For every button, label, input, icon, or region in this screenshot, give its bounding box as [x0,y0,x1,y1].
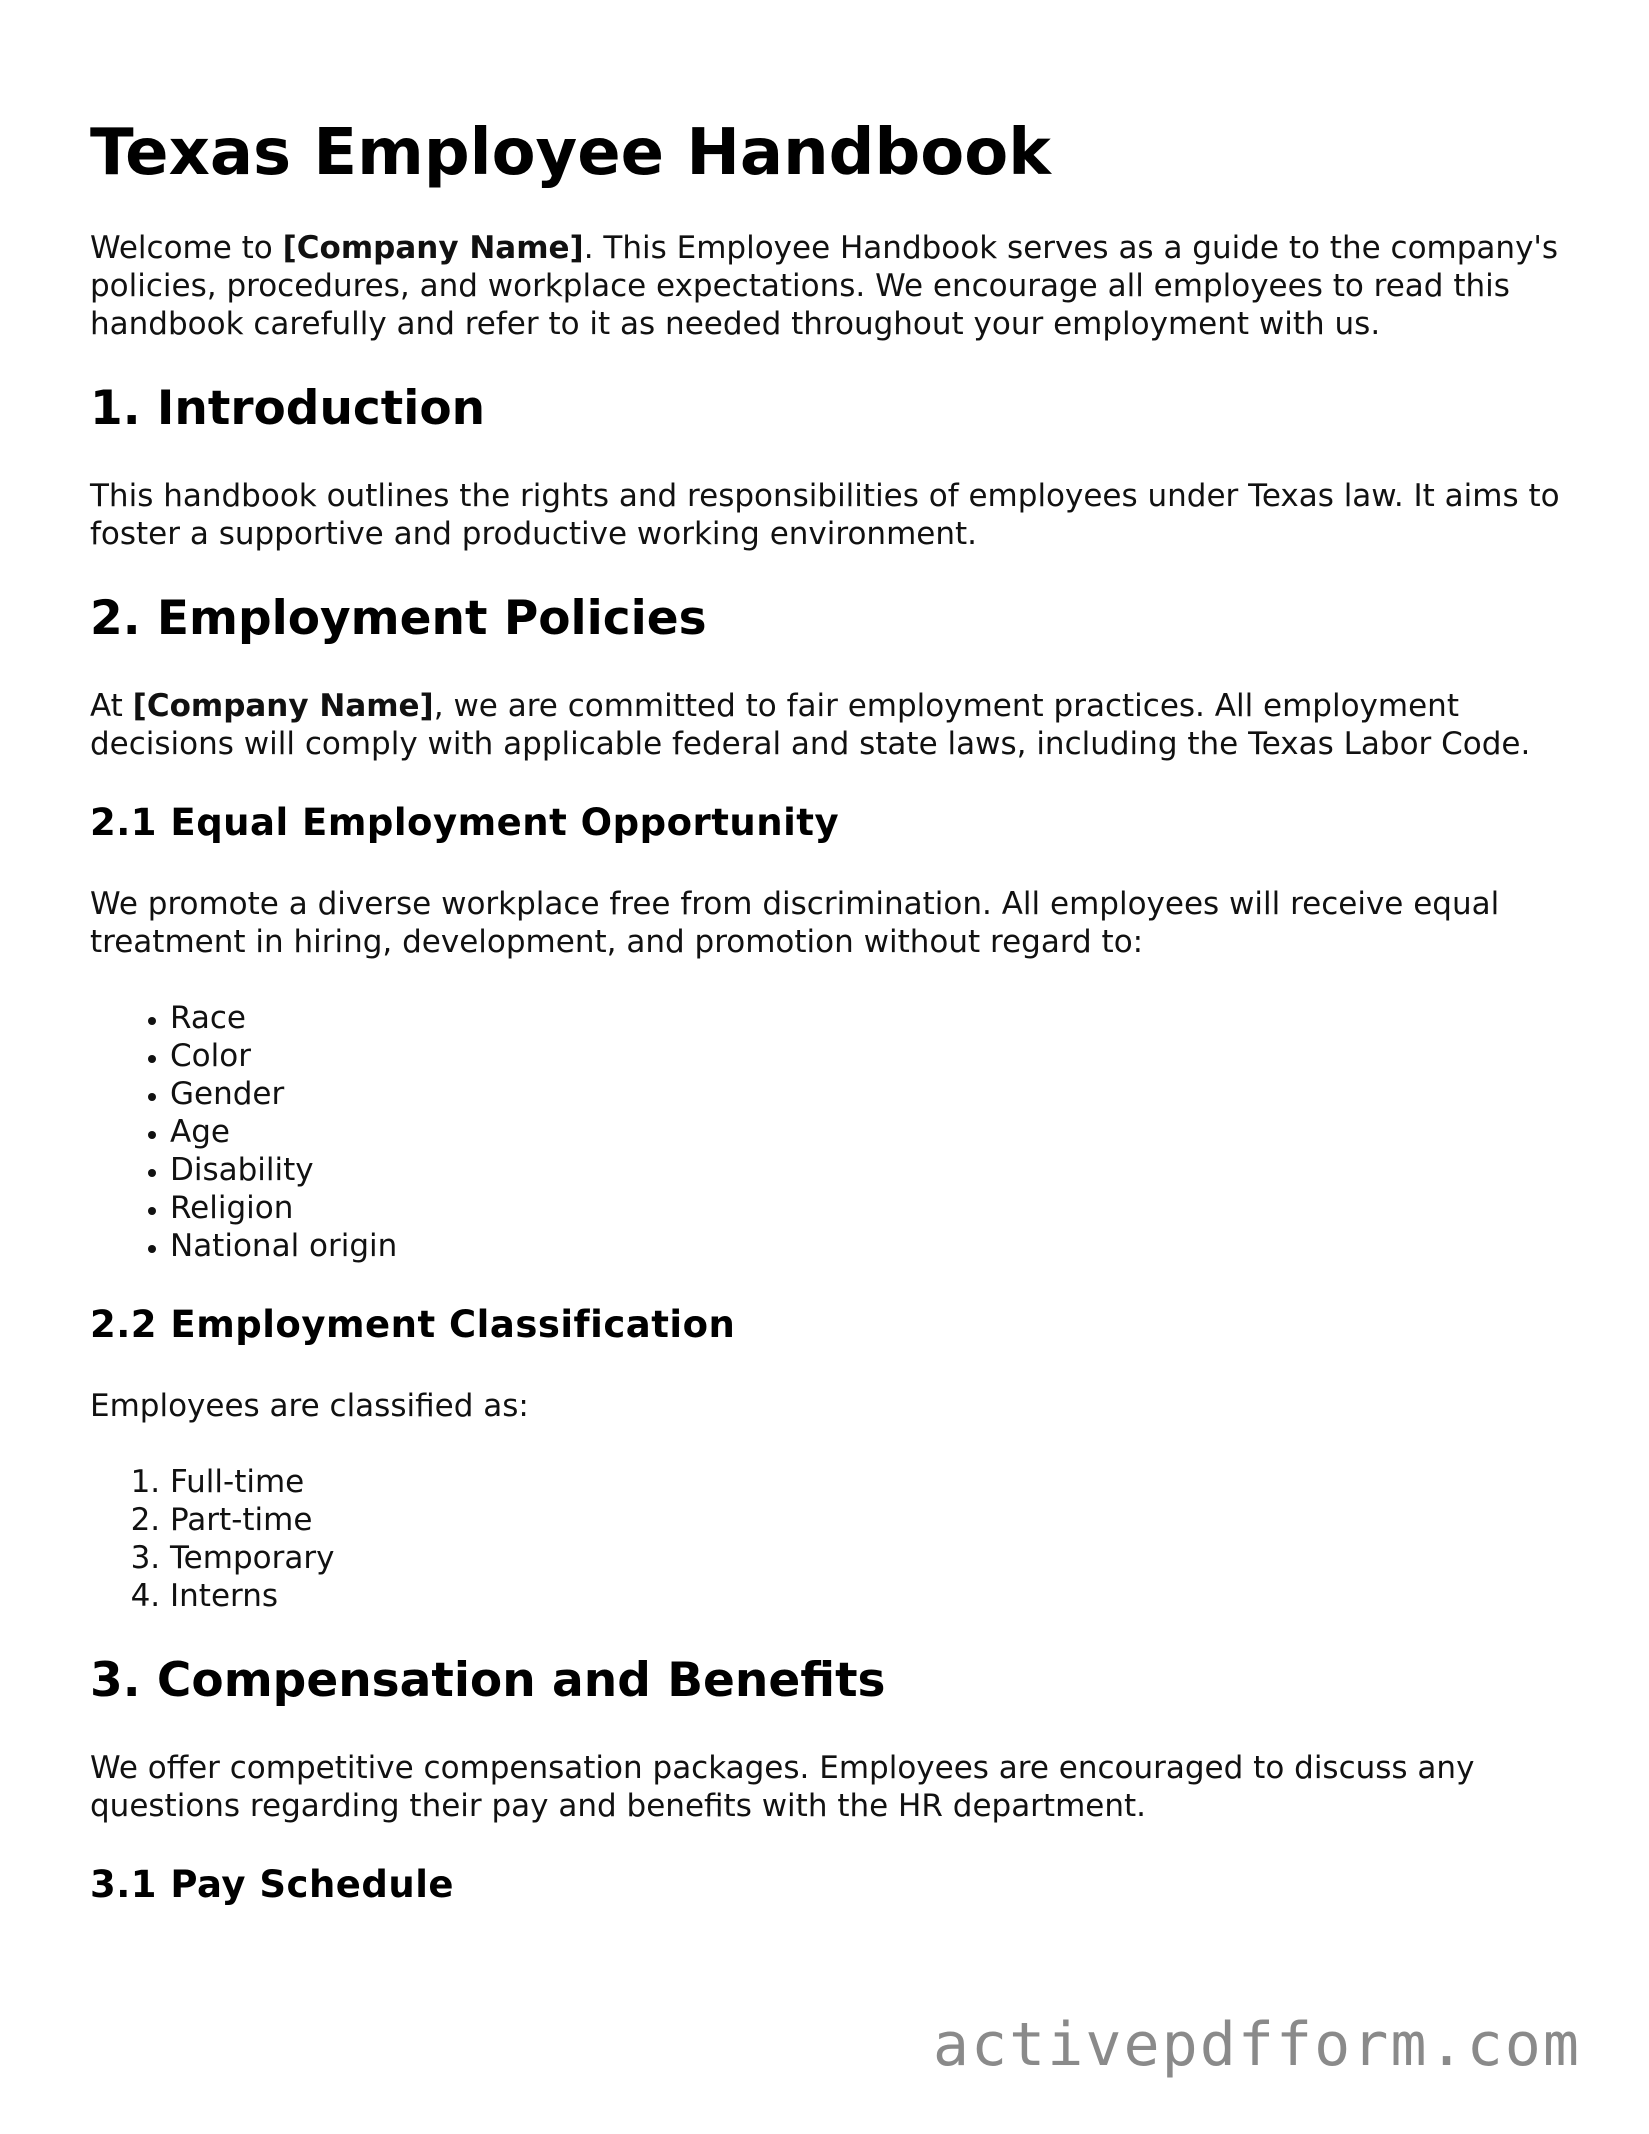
list-item: • Religion [170,1189,1560,1227]
document-title: Texas Employee Handbook [90,116,1051,190]
subsection-heading-pay-schedule: 3.1 Pay Schedule [90,1863,454,1906]
welcome-paragraph [90,229,1560,343]
welcome-suffix: . This Employee Handbook serves as a guide to the company's policies, procedures, and workplace expectations. We encourage all employees to read this handbook carefully and refer to it as needed throughout your employment with us. [90,230,1559,342]
list-item: • Race [170,999,1560,1037]
protected-categories-list [90,999,1560,1265]
compensation-paragraph: We offer competitive compensation packages. Employees are encouraged to discuss any questions regarding their pay and benefits with the HR department. [90,1750,1475,1824]
subsection-heading-classification: 2.2 Employment Classification [90,1303,736,1346]
employment-policies-prefix: At [90,688,133,724]
eeo-paragraph: We promote a diverse workplace free from discrimination. All employees will receive equal treatment in hiring, development, and promotion without regard to: [90,886,1500,960]
list-item: 3. Temporary [170,1539,1560,1577]
introduction-paragraph: This handbook outlines the rights and responsibilities of employees under Texas law. It aims to foster a supportive and productive working environment. [90,478,1560,552]
list-item: • National origin [170,1227,1560,1265]
company-name-placeholder: [Company Name] [132,688,434,724]
list-item: 1. Full-time [170,1463,1560,1501]
employment-policies-suffix: , we are committed to fair employment practices. All employment decisions will comply with applicable federal and state laws, including the Texas Labor Code. [90,688,1531,762]
list-item: • Disability [170,1151,1560,1189]
classification-paragraph: Employees are classified as: [90,1388,529,1424]
subsection-heading-eeo: 2.1 Equal Employment Opportunity [90,801,840,844]
list-item: • Gender [170,1075,1560,1113]
section-heading-employment-policies: 2. Employment Policies [90,591,707,646]
classification-list [90,1463,1560,1615]
watermark: activepdfform.com [932,2010,1581,2080]
list-item: • Age [170,1113,1560,1151]
section-heading-introduction: 1. Introduction [90,381,486,436]
company-name-placeholder: [Company Name] [282,230,584,266]
list-item: 2. Part-time [170,1501,1560,1539]
section-heading-compensation: 3. Compensation and Benefits [90,1653,886,1708]
handbook-page [90,115,1560,1947]
list-item: • Color [170,1037,1560,1075]
employment-policies-paragraph [90,687,1560,763]
list-item: 4. Interns [170,1577,1560,1615]
welcome-prefix: Welcome to [90,230,283,266]
